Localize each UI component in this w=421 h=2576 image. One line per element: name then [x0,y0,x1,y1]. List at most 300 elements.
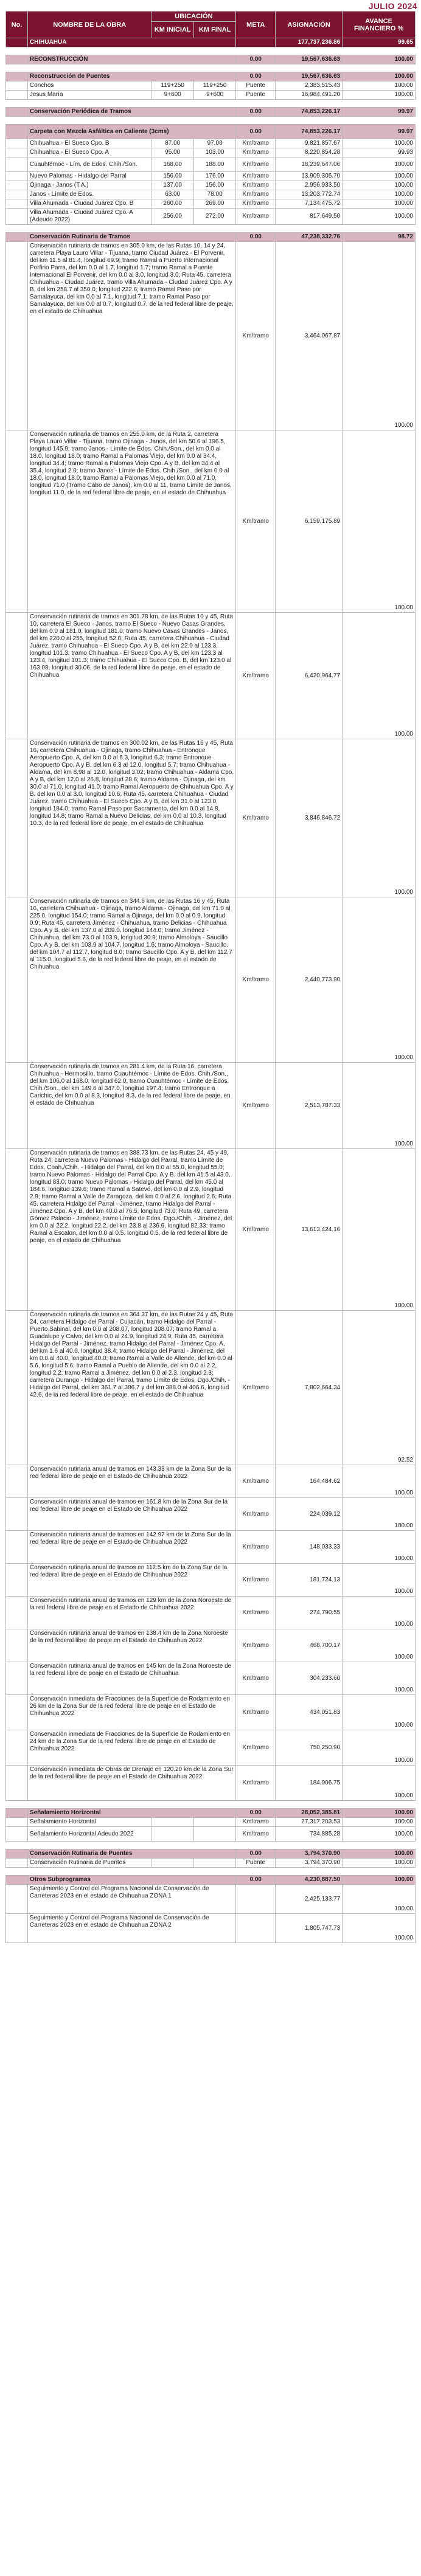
cell-km-inicial: 260.00 [151,199,193,209]
cell-no [6,181,28,190]
cell-obra: Chihuahua - El Sueco Cpo. A [27,148,151,157]
cell-meta [236,1885,276,1914]
cell-obra: Conservación rutinaria de tramos en 300.02 km, de las Rutas 16 y 45, Ruta 16, carretera Chihuahua - Ojinaga, tramo Chihuahua - Entronque Aeropuerto Cpo. A, del km 0.0 al 6.3, longitud 6.3; tramo Entronque Aeropuerto Cpo. A y B, del km 6.3 al 12.0, longitud 5.7; tramo Chihuahua - Aldama, del km 8.98 al 12.0, longitud 3.02; tramo Chihuahua - Aldama Cpo. A y B, del km 12.0 al 26.8, longitud 28.6; tramo Aldama - Ojinaga, del km 30.0 al 71.0, longitud 41.0; tramo Ramal Aeropuerto de Chihuahua Cpo. A y B, del km 0.0 al 3.0, longitud 10.6; Ruta 45, carretera Chihuahua - Ciudad Juárez, tramo Chihuahua - El Sueco Cpo. A y B, del km 31.0 al 123.0, longitud 184.0; tramo Ramal Paso por Sacramento, del km 0.0 al 14.8, longitud 14.8; tramo Ramal a Nuevo Delicias, del km 0.0 al 10.3, longitud 10.3, de la red federal libre de peaje, en el estado de Chihuahua [27,739,235,897]
table-header [6,12,416,38]
cell-asignacion: 8,220,854.28 [276,148,343,157]
cell-no [6,72,28,81]
cell-asignacion: 3,846,846.72 [276,739,343,897]
cell-obra: Reconstrucción de Puentes [27,72,235,81]
cell-asignacion: 3,794,370.90 [276,1849,343,1859]
cell-meta: Km/tramo [236,1564,276,1597]
table-row [6,209,416,225]
cell-avance: 100.00 [343,55,416,64]
cell-asignacion: 9,821,857.67 [276,139,343,148]
cell-asignacion: 28,052,385.81 [276,1809,343,1818]
cell-meta: Km/tramo [236,1063,276,1149]
cell-avance: 100.00 [343,1662,416,1695]
cell-avance: 100.00 [343,897,416,1063]
cell-meta [236,1914,276,1943]
cell-km-inicial: 119+250 [151,81,193,91]
spacer-cell [6,1868,416,1876]
cell-obra: Otros Subprogramas [27,1876,235,1885]
cell-obra: Ojinaga - Janos (T.A.) [27,181,151,190]
cell-asignacion: 47,238,332.76 [276,233,343,242]
cell-avance: 100.00 [343,172,416,181]
table-row [6,897,416,1063]
cell-avance: 100.00 [343,1531,416,1564]
cell-no [6,209,28,225]
header-obra: NOMBRE DE LA OBRA [27,12,151,38]
spacer-cell [6,47,416,55]
cell-meta: Km/tramo [236,1465,276,1498]
cell-meta: Puente [236,81,276,91]
cell-km-inicial: 137.00 [151,181,193,190]
cell-no [6,1818,28,1827]
header-ubicacion: UBICACIÓN [151,12,236,22]
cell-meta: Puente [236,91,276,100]
cell-avance: 100.00 [343,181,416,190]
cell-km-inicial: 168.00 [151,157,193,172]
cell-obra: Conservación rutinaria anual de tramos en 143.33 km de la Zona Sur de la red federal libre de peaje en el Estado de Chihuahua 2022 [27,1465,235,1498]
cell-avance: 100.00 [343,190,416,199]
cell-asignacion: 19,567,636.63 [276,55,343,64]
cell-meta: 0.00 [236,233,276,242]
cell-obra: Nuevo Palomas - Hidalgo del Parral [27,172,151,181]
cell-km-final: 176.00 [193,172,235,181]
cell-no [6,1149,28,1311]
cell-no [6,613,28,739]
header-avance: AVANCE FINANCIERO % [343,12,416,38]
cell-meta: Km/tramo [236,209,276,225]
cell-avance: 100.00 [343,81,416,91]
cell-avance: 100.00 [343,1730,416,1766]
cell-avance: 100.00 [343,1876,416,1885]
table-row [6,1531,416,1564]
cell-asignacion: 7,134,475.72 [276,199,343,209]
table-row [6,1149,416,1311]
cell-avance: 100.00 [343,157,416,172]
cell-no [6,1629,28,1662]
table-row [6,739,416,897]
table-row [6,1695,416,1730]
cell-asignacion: 164,484.62 [276,1465,343,1498]
cell-meta: Km/tramo [236,181,276,190]
works-table [5,11,416,1943]
cell-meta: 0.00 [236,1809,276,1818]
cell-asignacion: 224,039.12 [276,1498,343,1531]
cell-no [6,1809,28,1818]
table-row [6,1730,416,1766]
table-row [6,1827,416,1842]
cell-asignacion: 434,051.83 [276,1695,343,1730]
cell-obra: Conservación rutinaria de tramos en 344.6 km, de las Rutas 16 y 45, Ruta 16, carretera Chihuahua - Ojinaga, tramo Aldama - Ojinaga, del km 71.0 al 225.0, longitud 154.0; tramo Ramal a Ojinaga, del km 0.0 al 0.9, longitud 0.9; Ruta 45, carretera Jiménez - Chihuahua, tramo Delicias - Chihuahua Cpo. A y B, del km 137.0 al 209.0, longitud 144.0; tramo Jiménez - Chihuahua, del km 73.0 al 103.9, longitud 30.9; tramo Almoloya - Saucillo Cpo. A y B, del km 103.9 al 104.7, longitud 1.6; tramo Almoloya - Saucillo, del km 104.7 al 112.7, longitud 8.0; tramo Saucillo Cpo. A y B, del km 112.7 al 115.0, longitud 5.6, de la red federal libre de peaje, en el estado de Chihuahua [27,897,235,1063]
cell-asignacion: 6,420,964.77 [276,613,343,739]
cell-km-final: 103.00 [193,148,235,157]
spacer-cell [6,1842,416,1849]
cell-avance: 100.00 [343,1827,416,1842]
cell-asignacion: 2,513,787.33 [276,1063,343,1149]
cell-obra: Señalamiento Horizontal [27,1818,151,1827]
header-km-final: KM FINAL [193,22,235,38]
cell-km-final: 188.00 [193,157,235,172]
cell-avance: 100.00 [343,1818,416,1827]
cell-meta: Km/tramo [236,139,276,148]
spacer-row [6,100,416,108]
section-row [6,233,416,242]
cell-meta: Km/tramo [236,1311,276,1465]
cell-no [6,91,28,100]
cell-no [6,157,28,172]
table-row [6,1885,416,1914]
spacer-row [6,1868,416,1876]
cell-km-final: 119+250 [193,81,235,91]
table-row [6,1662,416,1695]
cell-obra: Chihuahua - El Sueco Cpo. B [27,139,151,148]
cell-asignacion: 1,805,747.73 [276,1914,343,1943]
cell-avance: 92.52 [343,1311,416,1465]
cell-meta: Km/tramo [236,1766,276,1801]
cell-avance: 99.97 [343,125,416,139]
cell-asignacion: 184,006.75 [276,1766,343,1801]
spacer-row [6,117,416,125]
cell-avance: 100.00 [343,209,416,225]
cell-obra: Jesus María [27,91,151,100]
spacer-row [6,225,416,233]
cell-no [6,1063,28,1149]
cell-asignacion: 7,802,664.34 [276,1311,343,1465]
cell-asignacion: 181,724.13 [276,1564,343,1597]
table-row [6,91,416,100]
header-asignacion: ASIGNACIÓN [276,12,343,38]
table-row [6,430,416,613]
table-row [6,1564,416,1597]
cell-obra: Conservación rutinaria anual de tramos en 142.97 km de la Zona Sur de la red federal libre de peaje en el Estado de Chihuahua 2022 [27,1531,235,1564]
section-row [6,1876,416,1885]
cell-no [6,38,28,47]
cell-meta: Km/tramo [236,897,276,1063]
cell-asignacion: 19,567,636.63 [276,72,343,81]
cell-asignacion: 13,909,305.70 [276,172,343,181]
header-no: No. [6,12,28,38]
header-km-inicial: KM INICIAL [151,22,193,38]
cell-no [6,1914,28,1943]
cell-asignacion: 74,853,226.17 [276,125,343,139]
cell-km-inicial [151,1818,193,1827]
cell-asignacion: 6,159,175.89 [276,430,343,613]
cell-no [6,1531,28,1564]
cell-asignacion: 13,203,772.74 [276,190,343,199]
table-row [6,1311,416,1465]
cell-avance: 100.00 [343,1809,416,1818]
table-row [6,190,416,199]
spacer-cell [6,225,416,233]
cell-no [6,1311,28,1465]
cell-asignacion: 750,250.90 [276,1730,343,1766]
cell-asignacion: 18,239,647.06 [276,157,343,172]
cell-km-inicial: 156.00 [151,172,193,181]
cell-meta: Km/tramo [236,1662,276,1695]
cell-no [6,1662,28,1695]
cell-no [6,148,28,157]
cell-asignacion: 2,956,933.50 [276,181,343,190]
cell-asignacion: 274,790.55 [276,1597,343,1629]
cell-asignacion: 148,033.33 [276,1531,343,1564]
table-row [6,148,416,157]
cell-obra: Villa Ahumada - Ciudad Juárez Cpo. B [27,199,151,209]
cell-meta: Km/tramo [236,157,276,172]
report-period: JULIO 2024 [368,1,417,11]
cell-no [6,739,28,897]
table-row [6,1914,416,1943]
cell-meta: Km/tramo [236,430,276,613]
cell-avance: 100.00 [343,1063,416,1149]
cell-meta: 0.00 [236,1849,276,1859]
cell-avance: 100.00 [343,72,416,81]
cell-obra: Conservación rutinaria de tramos en 255.0 km, de la Ruta 2, carretera Playa Lauro Villar - Tijuana, tramo Ojinaga - Janos, del km 50.6 al 196.5, longitud 145.9; tramo Janos - Límite de Edos. Chih./Son., del km 0.0 al 18.0, longitud 18.0; tramo Ramal a Palomas Viejo, del km 0.0 al 34.4, longitud 34.4; tramo Ramal a Palomas Viejo Cpo. A y B, del km 34.4 al 35.4, longitud 2.0; tramo Janos - Límite de Edos. Chih./Son., del km 0.0 al 18.0, longitud 18.0; tramo Ramal a Palomas Viejo, del km 0.0 al 71.0, longitud 71.0 (Tramo Cabo de Janos), km 0.0 al 11, tramo Límite de Janos, longitud 11.0, de la red federal libre de peaje, en el estado de Chihuahua [27,430,235,613]
table-row [6,199,416,209]
cell-km-inicial: 87.00 [151,139,193,148]
cell-obra: Conservación rutinaria anual de tramos en 138.4 km de la Zona Noroeste de la red federal libre de peaje en el Estado de Chihuahua 2022 [27,1629,235,1662]
table-row [6,1597,416,1629]
cell-meta: Km/tramo [236,1695,276,1730]
cell-avance: 100.00 [343,1597,416,1629]
section-row [6,72,416,81]
cell-asignacion: 3,794,370.90 [276,1859,343,1868]
cell-km-final: 156.00 [193,181,235,190]
spacer-row [6,64,416,72]
table-row [6,1766,416,1801]
cell-obra: Conservación rutinaria de tramos en 388.73 km, de las Rutas 24, 45 y 49, Ruta 24, carretera Nuevo Palomas - Hidalgo del Parral, tramo Límite de Edos. Coah./Chih. - Hidalgo del Parral, del km 0.0 al 55.0, longitud 55.0; tramo Nuevo Palomas - Hidalgo del Parral Cpo. A y B, del km 41.5 al 43.0, longitud 83.0; tramo Nuevo Palomas - Hidalgo del Parral, del km 45.0 al 184.6, longitud 139.6; tramo Ramal a Satevó, del km 0.0 al 2.9, longitud 2.9; tramo Ramal a Valle de Zaragoza, del km 0.0 al 2.6, longitud 2.6; Ruta 45, carretera Hidalgo del Parral - Jiménez, tramo Hidalgo del Parral - Jiménez Cpo. A y B, del km 40.0 al 76.5, longitud 73.0; Ruta 49, carretera Gómez Palacio - Jiménez, tramo Límite de Edos. Dgo./Chih. - Jiménez, del km 0.0 al 22.2, longitud 22.2, del km 23.8 al 236.6, longitud 82.33; tramo Ramal a Escalon, del km 0.0 al 0.5, longitud 0.5, de la red federal libre de peaje, en el estado de Chihuahua [27,1149,235,1311]
cell-km-final: 97.00 [193,139,235,148]
cell-asignacion: 2,383,515.43 [276,81,343,91]
cell-meta: 0.00 [236,108,276,117]
cell-avance: 100.00 [343,91,416,100]
cell-avance: 100.00 [343,430,416,613]
section-row [6,108,416,117]
cell-avance: 100.00 [343,1564,416,1597]
cell-no [6,1849,28,1859]
cell-meta: 0.00 [236,72,276,81]
cell-km-inicial: 63.00 [151,190,193,199]
cell-asignacion: 734,885.28 [276,1827,343,1842]
header-meta: META [236,12,276,38]
cell-obra: Cuauhtémoc - Lím. de Edos. Chih./Son. [27,157,151,172]
cell-no [6,55,28,64]
cell-meta: Km/tramo [236,1827,276,1842]
cell-km-inicial [151,1827,193,1842]
table-row [6,1465,416,1498]
cell-no [6,242,28,430]
cell-avance: 100.00 [343,139,416,148]
table-row [6,172,416,181]
cell-km-final [193,1827,235,1842]
section-row [6,1809,416,1818]
cell-asignacion: 27,317,203.53 [276,1818,343,1827]
cell-asignacion: 3,464,067.87 [276,242,343,430]
cell-meta: Km/tramo [236,199,276,209]
cell-obra: Conservación Rutinaria de Tramos [27,233,235,242]
cell-asignacion: 468,700.17 [276,1629,343,1662]
cell-no [6,190,28,199]
cell-avance: 99.93 [343,148,416,157]
cell-avance: 100.00 [343,739,416,897]
cell-obra: Conservación Periódica de Tramos [27,108,235,117]
cell-obra: Conservación rutinaria anual de tramos en 145 km de la Zona Noroeste de la red federal libre de peaje en el Estado de Chihuahua [27,1662,235,1695]
cell-avance: 100.00 [343,1859,416,1868]
cell-no [6,1597,28,1629]
cell-meta: Km/tramo [236,190,276,199]
cell-avance: 100.00 [343,1914,416,1943]
cell-km-inicial [151,1859,193,1868]
section-row [6,125,416,139]
cell-no [6,1465,28,1498]
table-row [6,1859,416,1868]
cell-obra: Conservación rutinaria anual de tramos en 129 km de la Zona Noroeste de la red federal libre de peaje en el Estado de Chihuahua 2022 [27,1597,235,1629]
table-row [6,1063,416,1149]
cell-meta: 0.00 [236,55,276,64]
cell-no [6,1695,28,1730]
cell-no [6,1766,28,1801]
cell-meta [236,38,276,47]
cell-meta: Km/tramo [236,1818,276,1827]
table-row [6,181,416,190]
cell-obra: Señalamiento Horizontal [27,1809,235,1818]
spacer-cell [6,117,416,125]
cell-no [6,172,28,181]
cell-km-final: 78.00 [193,190,235,199]
spacer-cell [6,64,416,72]
cell-obra: Conservación inmediata de Obras de Drenaje en 120.20 km de la Zona Sur de la red federal libre de peaje en el Estado de Chihuahua 2022 [27,1766,235,1801]
section-row [6,55,416,64]
table-body [6,38,416,1943]
cell-asignacion: 2,440,773.90 [276,897,343,1063]
cell-meta: Puente [236,1859,276,1868]
cell-obra: Conservación inmediata de Fracciones de la Superficie de Rodamiento en 26 km de la Zona Sur de la red federal libre de peaje en el Estado de Chihuahua 2022 [27,1695,235,1730]
cell-meta: Km/tramo [236,1531,276,1564]
cell-asignacion: 304,233.60 [276,1662,343,1695]
cell-asignacion: 13,613,424.16 [276,1149,343,1311]
table-row [6,139,416,148]
cell-avance: 100.00 [343,1766,416,1801]
cell-asignacion: 4,230,887.50 [276,1876,343,1885]
cell-meta: Km/tramo [236,1149,276,1311]
total-row [6,38,416,47]
cell-no [6,1859,28,1868]
cell-obra: Conservación rutinaria de tramos en 301.78 km, de las Rutas 10 y 45, Ruta 10, carretera El Sueco - Janos, tramo El Sueco - Nuevo Casas Grandes, del km 0.0 al 181.0, longitud 181.0; tramo Nuevo Casas Grandes - Janos, del km 220.0 al 255, longitud 52.0; Ruta 45, carretera Chihuahua - Ciudad Juárez, tramo Chihuahua - El Sueco Cpo. A y B, del km 22.0 al 123.3, longitud 101.3; tramo Chihuahua - El Sueco Cpo. A y B, del km 123.3 al 123.4, longitud 101.3; tramo Chihuahua - El Sueco Cpo. B, del km 123.0 al 163.08, longitud 30.06, de la red federal libre de peaje, en el estado de Chihuahua [27,613,235,739]
cell-obra: Conservación inmediata de Fracciones de la Superficie de Rodamiento en 24 km de la Zona Sur de la red federal libre de peaje en el Estado de Chihuahua 2022 [27,1730,235,1766]
cell-meta: Km/tramo [236,739,276,897]
spacer-row [6,1801,416,1809]
table-row [6,81,416,91]
cell-meta: 0.00 [236,1876,276,1885]
cell-avance: 100.00 [343,1885,416,1914]
cell-obra: Carpeta con Mezcla Asfáltica en Caliente (3cms) [27,125,235,139]
section-row [6,1849,416,1859]
cell-meta: Km/tramo [236,242,276,430]
cell-asignacion: 74,853,226.17 [276,108,343,117]
cell-no [6,1564,28,1597]
cell-no [6,430,28,613]
cell-obra: Conservación rutinaria anual de tramos en 161.8 km de la Zona Sur de la red federal libre de peaje en el Estado de Chihuahua 2022 [27,1498,235,1531]
cell-meta: Km/tramo [236,1629,276,1662]
cell-meta: Km/tramo [236,1597,276,1629]
cell-avance: 100.00 [343,1149,416,1311]
cell-avance: 100.00 [343,1849,416,1859]
spacer-cell [6,1801,416,1809]
cell-km-final: 269.00 [193,199,235,209]
cell-avance: 99.65 [343,38,416,47]
cell-obra: Conservación rutinaria de tramos en 305.0 km, de las Rutas 10, 14 y 24, carretera Playa Lauro Villar - Tijuana, tramo Ciudad Juárez - El Porvenir, del km 11.5 al 81.4, longitud 69.9; tramo Ramal a Puerto Internacional Porfirio Parra, del km 0.0 al 1.7, longitud 1.7; tramo Ramal a Puente Internacional El Porvenir, del km 0.0 al 3.0, longitud 3.0; Ruta 45, carretera Chihuahua - Ciudad Juárez, tramo Villa Ahumada - Ciudad Juárez Cpo. A y B, del km 258.7 al 350.0, longitud 222.6; tramo Ramal Paso por Samalayuca, del km 0.0 al 7.1, longitud 7.1; tramo Ramal Paso por Samalayuca, del km 0.0 al 0.7, longitud 0.7, de la red federal libre de peaje, en el estado de Chihuahua [27,242,235,430]
table-row [6,1629,416,1662]
cell-obra: Señalamiento Horizontal Adeudo 2022 [27,1827,151,1842]
cell-km-inicial: 256.00 [151,209,193,225]
cell-no [6,1876,28,1885]
cell-km-final: 9+600 [193,91,235,100]
cell-avance: 100.00 [343,199,416,209]
cell-km-final [193,1818,235,1827]
cell-obra: Seguimiento y Control del Programa Nacional de Conservación de Carreteras 2023 en el estado de Chihuahua ZONA 1 [27,1885,235,1914]
cell-no [6,1730,28,1766]
cell-avance: 100.00 [343,1695,416,1730]
table-row [6,1498,416,1531]
cell-meta: Km/tramo [236,613,276,739]
cell-no [6,233,28,242]
cell-meta: Km/tramo [236,148,276,157]
cell-km-final: 272.00 [193,209,235,225]
cell-km-inicial: 95.00 [151,148,193,157]
cell-asignacion: 2,425,133.77 [276,1885,343,1914]
table-row [6,613,416,739]
cell-no [6,1498,28,1531]
cell-meta: Km/tramo [236,1498,276,1531]
spacer-cell [6,100,416,108]
cell-obra: Conservación rutinaria de tramos en 364.37 km, de las Rutas 24 y 45, Ruta 24, carretera Hidalgo del Parral - Culiacán, tramo Hidalgo del Parral - Puerto Sabinal, del km 0.0 al 208.07, longitud 208.07; tramo Ramal a Guadalupe y Calvo, del km 0.0 al 24.9, longitud 24.9; Ruta 45, carretera Hidalgo del Parral - Jiménez, tramo Hidalgo del Parral - Jiménez Cpo. A, del km 1.6 al 40.0, longitud 38.4; tramo Hidalgo del Parral - Jiménez, del km 0.0 al 40.0, longitud 40.0; tramo Ramal a Valle de Allende, del km 0.0 al 5.6, longitud 5.6; tramo Ramal a Pueblo de Allende, del km 0.0 al 2.2, longitud 2.2; tramo Ramal a Jiménez, del km 0.0 al 2.3, longitud 2.3; carretera Durango - Hidalgo del Parral, tramo Límite de Edos. Dgo./Chih. - Hidalgo del Parral, del km 361.7 al 386.7 y del km 388.0 al 406.6, longitud 42.6, de la red federal libre de peaje, en el estado de Chihuahua [27,1311,235,1465]
cell-meta: Km/tramo [236,172,276,181]
cell-obra: Conservación Rutinaria de Puentes [27,1849,235,1859]
cell-obra: Conservación Rutinaria de Puentes [27,1859,151,1868]
cell-no [6,108,28,117]
cell-no [6,125,28,139]
cell-obra: Conservación rutinaria de tramos en 281.4 km, de la Ruta 16, carretera Chihuahua - Hermosillo, tramo Cuauhtémoc - Límite de Edos. Chih./Son., del km 106.0 al 168.0, longitud 62.0; tramo Cuauhtémoc - Límite de Edos. Chih./Son., del km 149.6 al 347.0, longitud 197.4; tramo Entronque a Carichic, del km 0.0 al 8.3, longitud 8.3, de la red federal libre de peaje, en el estado de Chihuahua [27,1063,235,1149]
cell-asignacion: 177,737,236.86 [276,38,343,47]
cell-no [6,139,28,148]
cell-avance: 100.00 [343,1465,416,1498]
cell-obra: Villa Ahumada - Ciudad Juárez Cpo. A (Adeudo 2022) [27,209,151,225]
cell-avance: 98.72 [343,233,416,242]
cell-meta: 0.00 [236,125,276,139]
spacer-row [6,47,416,55]
cell-obra: Janos - Límite de Edos. [27,190,151,199]
cell-avance: 100.00 [343,613,416,739]
table-row [6,1818,416,1827]
cell-obra: Conservación rutinaria anual de tramos en 112.5 km de la Zona Sur de la red federal libre de peaje en el Estado de Chihuahua 2022 [27,1564,235,1597]
cell-km-final [193,1859,235,1868]
cell-avance: 99.97 [343,108,416,117]
cell-asignacion: 16,984,491.20 [276,91,343,100]
table-row [6,242,416,430]
cell-obra: RECONSTRUCCIÓN [27,55,235,64]
cell-meta: Km/tramo [236,1730,276,1766]
cell-no [6,897,28,1063]
cell-no [6,1827,28,1842]
cell-obra: CHIHUAHUA [27,38,235,47]
cell-no [6,81,28,91]
cell-no [6,1885,28,1914]
cell-obra: Seguimiento y Control del Programa Nacional de Conservación de Carreteras 2023 en el estado de Chihuahua ZONA 2 [27,1914,235,1943]
cell-asignacion: 817,649.50 [276,209,343,225]
spacer-row [6,1842,416,1849]
cell-avance: 100.00 [343,1498,416,1531]
